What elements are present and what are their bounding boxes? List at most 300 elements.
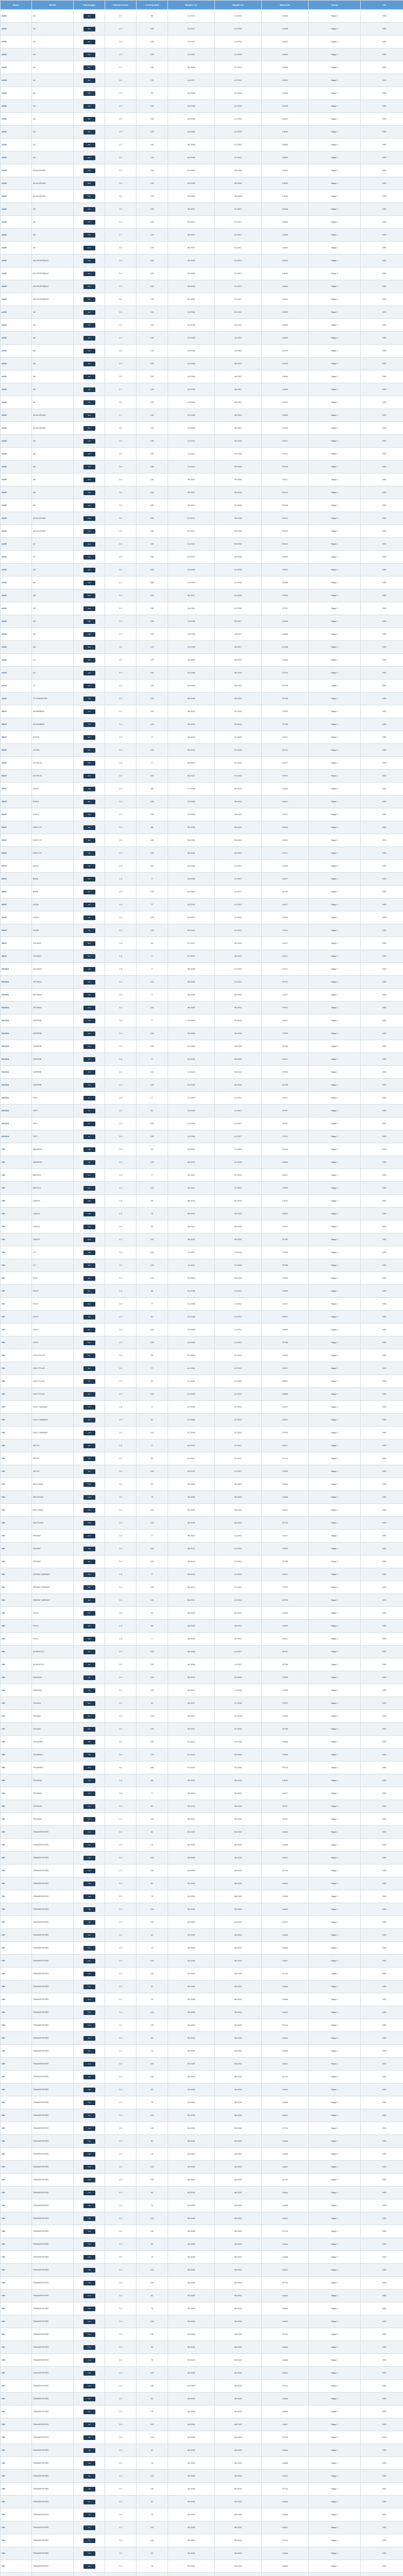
- table-row[interactable]: [1, 1761, 403, 1774]
- table-row[interactable]: [1, 2238, 403, 2251]
- cell-year-to: 12.2015: [215, 10, 262, 23]
- table-row[interactable]: [1, 899, 403, 911]
- table-row[interactable]: [1, 1929, 403, 1942]
- table-row[interactable]: [1, 577, 403, 589]
- table-row[interactable]: [1, 2431, 403, 2444]
- table-row[interactable]: [1, 1002, 403, 1014]
- table-row[interactable]: [1, 1195, 403, 1208]
- table-row[interactable]: [1, 1813, 403, 1826]
- table-row[interactable]: [1, 731, 403, 744]
- table-row[interactable]: [1, 2225, 403, 2238]
- cell-make: VW: [1, 1620, 32, 1633]
- table-row[interactable]: [1, 2045, 403, 2058]
- cell-model: GOLF PLUS: [32, 1388, 74, 1401]
- table-row[interactable]: [1, 1182, 403, 1195]
- table-row[interactable]: [1, 409, 403, 422]
- table-row[interactable]: [1, 1336, 403, 1349]
- table-row[interactable]: [1, 808, 403, 821]
- cell-engine-code: CDUD: [262, 525, 309, 538]
- table-row[interactable]: [1, 1272, 403, 1285]
- cell-tuning: Stage 1: [309, 1349, 361, 1362]
- table-row[interactable]: [1, 139, 403, 151]
- table-row[interactable]: [1, 1117, 403, 1130]
- table-row[interactable]: [1, 1684, 403, 1697]
- table-row[interactable]: [1, 2393, 403, 2405]
- cell-year-to: 05.2015: [215, 1774, 262, 1787]
- table-row[interactable]: [1, 1311, 403, 1324]
- table-row[interactable]: [1, 1053, 403, 1066]
- table-row[interactable]: [1, 1491, 403, 1504]
- table-row[interactable]: [1, 1826, 403, 1839]
- table-row[interactable]: [1, 1530, 403, 1543]
- cell-displacement: 2.0: [105, 808, 137, 821]
- cell-info: HEX: [361, 1607, 403, 1620]
- table-row[interactable]: [1, 847, 403, 860]
- table-row[interactable]: [1, 705, 403, 718]
- table-row[interactable]: [1, 1014, 403, 1027]
- table-row[interactable]: [1, 1723, 403, 1736]
- cell-year-to: 08.2015: [215, 2225, 262, 2238]
- table-row[interactable]: [1, 499, 403, 512]
- vehicle-type-badge: 5L: [83, 1134, 95, 1139]
- table-row[interactable]: [1, 267, 403, 280]
- cell-engine-code: CGLC: [262, 473, 309, 486]
- table-row[interactable]: [1, 2457, 403, 2470]
- cell-model: A6: [32, 499, 74, 512]
- cell-year-from: 06.2009: [168, 1002, 215, 1014]
- table-row[interactable]: [1, 190, 403, 203]
- table-row[interactable]: [1, 2470, 403, 2483]
- table-row[interactable]: [1, 74, 403, 87]
- table-row[interactable]: [1, 1285, 403, 1298]
- cell-year-to: 05.2015: [215, 1079, 262, 1092]
- table-row[interactable]: [1, 1375, 403, 1388]
- cell-power: 176: [137, 345, 168, 358]
- table-row[interactable]: [1, 615, 403, 628]
- table-row[interactable]: [1, 744, 403, 757]
- table-row[interactable]: [1, 1130, 403, 1143]
- cell-year-to: 03.2018: [215, 1749, 262, 1761]
- table-row[interactable]: [1, 1362, 403, 1375]
- cell-info: HEX: [361, 100, 403, 113]
- table-row[interactable]: [1, 61, 403, 74]
- table-row[interactable]: [1, 937, 403, 950]
- cell-model: TRANSPORTER: [32, 2405, 74, 2418]
- cell-make: AUDI: [1, 10, 32, 23]
- table-row[interactable]: [1, 2354, 403, 2367]
- cell-engine-code: CFGB: [262, 1555, 309, 1568]
- table-row[interactable]: [1, 667, 403, 680]
- table-row[interactable]: [1, 2573, 403, 2576]
- table-row[interactable]: [1, 2135, 403, 2148]
- table-row[interactable]: [1, 1710, 403, 1723]
- cell-engine-code: CAHA: [262, 48, 309, 61]
- table-row[interactable]: [1, 2341, 403, 2354]
- cell-make: VW: [1, 1233, 32, 1246]
- table-row[interactable]: [1, 2122, 403, 2135]
- table-row[interactable]: [1, 448, 403, 461]
- cell-tuning: Stage 1: [309, 1852, 361, 1865]
- table-row[interactable]: [1, 873, 403, 886]
- table-row[interactable]: [1, 1246, 403, 1259]
- cell-type: [74, 1543, 105, 1555]
- cell-power: 150: [137, 1736, 168, 1749]
- table-row[interactable]: [1, 486, 403, 499]
- table-row[interactable]: [1, 2032, 403, 2045]
- cell-engine-code: CAAB: [262, 2457, 309, 2470]
- cell-tuning: Stage 1: [309, 2096, 361, 2109]
- cell-engine-code: CFFB: [262, 1066, 309, 1079]
- table-row[interactable]: [1, 1040, 403, 1053]
- cell-engine-code: CAAB: [262, 2251, 309, 2264]
- vehicle-type-badge: 1Z3: [83, 967, 95, 972]
- table-row[interactable]: [1, 924, 403, 937]
- table-row[interactable]: [1, 2006, 403, 2019]
- table-row[interactable]: [1, 2367, 403, 2380]
- cell-type: [74, 1929, 105, 1942]
- table-row[interactable]: [1, 1079, 403, 1092]
- cell-model: SUPERB: [32, 1053, 74, 1066]
- table-row[interactable]: [1, 1414, 403, 1427]
- table-row[interactable]: [1, 2187, 403, 2199]
- table-row[interactable]: [1, 692, 403, 705]
- cell-type: [74, 422, 105, 435]
- table-row[interactable]: [1, 1517, 403, 1530]
- table-row[interactable]: [1, 2405, 403, 2418]
- table-row[interactable]: [1, 1259, 403, 1272]
- table-row[interactable]: [1, 654, 403, 667]
- cell-power: 103: [137, 976, 168, 989]
- cell-year-to: 12.2013: [215, 1349, 262, 1362]
- table-row[interactable]: [1, 551, 403, 564]
- cell-year-from: 10.2009: [168, 1066, 215, 1079]
- cell-year-from: 09.2009: [168, 2521, 215, 2534]
- table-row[interactable]: [1, 770, 403, 783]
- vehicle-type-badge: 7HW: [83, 2358, 95, 2363]
- table-row[interactable]: [1, 1736, 403, 1749]
- table-row[interactable]: [1, 2328, 403, 2341]
- cell-model: A6: [32, 332, 74, 345]
- table-row[interactable]: [1, 1800, 403, 1813]
- table-row[interactable]: [1, 963, 403, 976]
- table-row[interactable]: [1, 280, 403, 293]
- table-row[interactable]: [1, 242, 403, 255]
- table-row[interactable]: [1, 100, 403, 113]
- table-row[interactable]: [1, 2560, 403, 2573]
- cell-power: 103: [137, 1027, 168, 1040]
- cell-info: HEX: [361, 332, 403, 345]
- table-row[interactable]: [1, 1916, 403, 1929]
- table-row[interactable]: [1, 795, 403, 808]
- table-row[interactable]: [1, 2444, 403, 2457]
- cell-model: SUPERB: [32, 1027, 74, 1040]
- table-row[interactable]: [1, 306, 403, 319]
- table-row[interactable]: [1, 1581, 403, 1594]
- table-row[interactable]: [1, 1324, 403, 1336]
- cell-model: PASSAT: [32, 1530, 74, 1543]
- table-row[interactable]: [1, 1607, 403, 1620]
- table-row[interactable]: [1, 1027, 403, 1040]
- table-row[interactable]: [1, 1452, 403, 1465]
- cell-year-to: 12.2014: [215, 1555, 262, 1568]
- table-row[interactable]: [1, 860, 403, 873]
- table-row[interactable]: [1, 2534, 403, 2547]
- table-row[interactable]: [1, 1401, 403, 1414]
- table-row[interactable]: [1, 1594, 403, 1607]
- table-row[interactable]: [1, 1671, 403, 1684]
- table-row[interactable]: [1, 1774, 403, 1787]
- cell-tuning: Stage 1: [309, 1942, 361, 1955]
- cell-info: HEX: [361, 255, 403, 267]
- table-row[interactable]: [1, 1568, 403, 1581]
- table-row[interactable]: [1, 1169, 403, 1182]
- table-row[interactable]: [1, 1066, 403, 1079]
- table-row[interactable]: [1, 602, 403, 615]
- vehicle-type-badge: 7HS: [83, 2255, 95, 2260]
- table-row[interactable]: [1, 229, 403, 242]
- table-row[interactable]: [1, 1092, 403, 1105]
- table-row[interactable]: [1, 886, 403, 899]
- table-row[interactable]: [1, 1105, 403, 1117]
- table-row[interactable]: [1, 10, 403, 23]
- table-row[interactable]: [1, 525, 403, 538]
- table-row[interactable]: [1, 1877, 403, 1890]
- table-row[interactable]: [1, 23, 403, 36]
- table-row[interactable]: [1, 358, 403, 370]
- table-row[interactable]: [1, 1478, 403, 1491]
- cell-displacement: 1.6: [105, 757, 137, 770]
- cell-type: [74, 383, 105, 396]
- cell-engine-code: CDUD: [262, 461, 309, 473]
- table-row[interactable]: [1, 1749, 403, 1761]
- cell-engine-code: CAGA: [262, 87, 309, 100]
- table-row[interactable]: [1, 177, 403, 190]
- table-row[interactable]: [1, 2277, 403, 2290]
- table-row[interactable]: [1, 2290, 403, 2302]
- cell-displacement: 1.6: [105, 731, 137, 744]
- table-row[interactable]: [1, 1156, 403, 1169]
- table-row[interactable]: [1, 2509, 403, 2521]
- table-row[interactable]: [1, 1942, 403, 1955]
- table-row[interactable]: [1, 2302, 403, 2315]
- cell-info: HEX: [361, 1761, 403, 1774]
- cell-displacement: 2.0: [105, 2470, 137, 2483]
- table-row[interactable]: [1, 203, 403, 216]
- table-row[interactable]: [1, 319, 403, 332]
- cell-info: HEX: [361, 1671, 403, 1684]
- table-row[interactable]: [1, 2315, 403, 2328]
- column-header-make: Marke: [1, 1, 32, 10]
- table-row[interactable]: [1, 976, 403, 989]
- table-row[interactable]: [1, 1208, 403, 1221]
- cell-make: VW: [1, 1272, 32, 1285]
- table-row[interactable]: [1, 113, 403, 126]
- cell-info: HEX: [361, 1143, 403, 1156]
- table-row[interactable]: [1, 680, 403, 692]
- table-row[interactable]: [1, 2083, 403, 2096]
- table-row[interactable]: [1, 2212, 403, 2225]
- table-row[interactable]: [1, 911, 403, 924]
- table-row[interactable]: [1, 1349, 403, 1362]
- table-row[interactable]: [1, 370, 403, 383]
- table-row[interactable]: [1, 151, 403, 164]
- table-row[interactable]: [1, 589, 403, 602]
- table-row[interactable]: [1, 2199, 403, 2212]
- table-row[interactable]: [1, 718, 403, 731]
- table-row[interactable]: [1, 757, 403, 770]
- table-row[interactable]: [1, 1620, 403, 1633]
- table-row[interactable]: [1, 48, 403, 61]
- table-row[interactable]: [1, 1633, 403, 1646]
- table-row[interactable]: [1, 2483, 403, 2496]
- table-row[interactable]: [1, 2521, 403, 2534]
- table-row[interactable]: [1, 2380, 403, 2393]
- table-row[interactable]: [1, 383, 403, 396]
- table-row[interactable]: [1, 2148, 403, 2161]
- table-row[interactable]: [1, 293, 403, 306]
- table-row[interactable]: [1, 1968, 403, 1980]
- table-row[interactable]: [1, 2161, 403, 2174]
- cell-info: HEX: [361, 2032, 403, 2045]
- table-row[interactable]: [1, 1890, 403, 1903]
- vehicle-type-badge: 4H2: [83, 568, 95, 572]
- cell-tuning: Stage 1: [309, 345, 361, 358]
- table-row[interactable]: [1, 1298, 403, 1311]
- cell-tuning: Stage 1: [309, 1143, 361, 1156]
- table-row[interactable]: [1, 1865, 403, 1877]
- cell-type: [74, 886, 105, 899]
- cell-year-to: 05.2013: [215, 821, 262, 834]
- table-row[interactable]: [1, 2058, 403, 2071]
- cell-power: 176: [137, 151, 168, 164]
- cell-tuning: Stage 1: [309, 2251, 361, 2264]
- cell-info: HEX: [361, 1658, 403, 1671]
- table-row[interactable]: [1, 36, 403, 48]
- cell-power: 132: [137, 1865, 168, 1877]
- table-row[interactable]: [1, 1980, 403, 1993]
- table-row[interactable]: [1, 473, 403, 486]
- cell-year-from: 06.2010: [168, 744, 215, 757]
- table-row[interactable]: [1, 1439, 403, 1452]
- cell-model: GOLF VARIANT: [32, 1427, 74, 1439]
- cell-engine-code: CAGA: [262, 10, 309, 23]
- table-row[interactable]: [1, 1697, 403, 1710]
- table-row[interactable]: [1, 628, 403, 641]
- table-row[interactable]: [1, 538, 403, 551]
- table-row[interactable]: [1, 2547, 403, 2560]
- vehicle-type-badge: 5P1: [83, 748, 95, 753]
- cell-model: A6: [32, 345, 74, 358]
- table-row[interactable]: [1, 821, 403, 834]
- table-row[interactable]: [1, 1427, 403, 1439]
- table-row[interactable]: [1, 512, 403, 525]
- table-row[interactable]: [1, 1993, 403, 2006]
- table-row[interactable]: [1, 87, 403, 100]
- table-row[interactable]: [1, 834, 403, 847]
- cell-displacement: 2.0: [105, 770, 137, 783]
- cell-engine-code: CAGB: [262, 23, 309, 36]
- table-row[interactable]: [1, 2096, 403, 2109]
- vehicle-type-badge: 5K1: [83, 1302, 95, 1307]
- table-row[interactable]: [1, 2109, 403, 2122]
- cell-model: A4: [32, 23, 74, 36]
- table-row[interactable]: [1, 1787, 403, 1800]
- table-row[interactable]: [1, 1852, 403, 1865]
- cell-make: VW: [1, 1465, 32, 1478]
- vehicle-type-badge: 5N1: [83, 1714, 95, 1719]
- table-row[interactable]: [1, 1955, 403, 1968]
- table-row[interactable]: [1, 345, 403, 358]
- table-row[interactable]: [1, 1555, 403, 1568]
- cell-make: SKODA: [1, 1105, 32, 1117]
- table-row[interactable]: [1, 1233, 403, 1246]
- table-row[interactable]: [1, 950, 403, 963]
- table-row[interactable]: [1, 255, 403, 267]
- table-row[interactable]: [1, 1839, 403, 1852]
- table-row[interactable]: [1, 783, 403, 795]
- cell-year-from: 09.2009: [168, 1865, 215, 1877]
- cell-year-to: 08.2015: [215, 2521, 262, 2534]
- cell-info: HEX: [361, 1439, 403, 1452]
- cell-type: [74, 1877, 105, 1890]
- table-row[interactable]: [1, 2019, 403, 2032]
- table-row[interactable]: [1, 1543, 403, 1555]
- cell-info: HEX: [361, 860, 403, 873]
- table-row[interactable]: [1, 2418, 403, 2431]
- cell-year-from: 03.2008: [168, 860, 215, 873]
- table-row[interactable]: [1, 641, 403, 654]
- vehicle-type-badge: 7HH: [83, 2010, 95, 2015]
- vehicle-type-badge: 5P5: [83, 774, 95, 778]
- table-row[interactable]: [1, 461, 403, 473]
- vehicle-type-badge: 162: [83, 1456, 95, 1461]
- table-row[interactable]: [1, 2264, 403, 2277]
- cell-make: VW: [1, 1903, 32, 1916]
- table-row[interactable]: [1, 126, 403, 139]
- cell-engine-code: CDUD: [262, 551, 309, 564]
- table-row[interactable]: [1, 1465, 403, 1478]
- table-row[interactable]: [1, 2496, 403, 2509]
- table-row[interactable]: [1, 2071, 403, 2083]
- table-row[interactable]: [1, 332, 403, 345]
- cell-info: HEX: [361, 1710, 403, 1723]
- cell-make: VW: [1, 1208, 32, 1221]
- table-row[interactable]: [1, 1903, 403, 1916]
- cell-year-from: 09.2009: [168, 2547, 215, 2560]
- table-row[interactable]: [1, 989, 403, 1002]
- table-row[interactable]: [1, 1646, 403, 1658]
- cell-tuning: Stage 1: [309, 821, 361, 834]
- cell-engine-code: CAGA: [262, 615, 309, 628]
- cell-year-to: 07.2013: [215, 1401, 262, 1414]
- table-row[interactable]: [1, 2174, 403, 2187]
- table-row[interactable]: [1, 1143, 403, 1156]
- table-row[interactable]: [1, 216, 403, 229]
- cell-info: HEX: [361, 731, 403, 744]
- table-row[interactable]: [1, 564, 403, 577]
- cell-model: SUPERB: [32, 1014, 74, 1027]
- table-row[interactable]: [1, 1388, 403, 1401]
- table-row[interactable]: [1, 164, 403, 177]
- table-row[interactable]: [1, 1504, 403, 1517]
- table-row[interactable]: [1, 1221, 403, 1233]
- table-row[interactable]: [1, 396, 403, 409]
- cell-tuning: Stage 1: [309, 989, 361, 1002]
- table-row[interactable]: [1, 2251, 403, 2264]
- table-row[interactable]: [1, 422, 403, 435]
- table-row[interactable]: [1, 435, 403, 448]
- table-row[interactable]: [1, 1658, 403, 1671]
